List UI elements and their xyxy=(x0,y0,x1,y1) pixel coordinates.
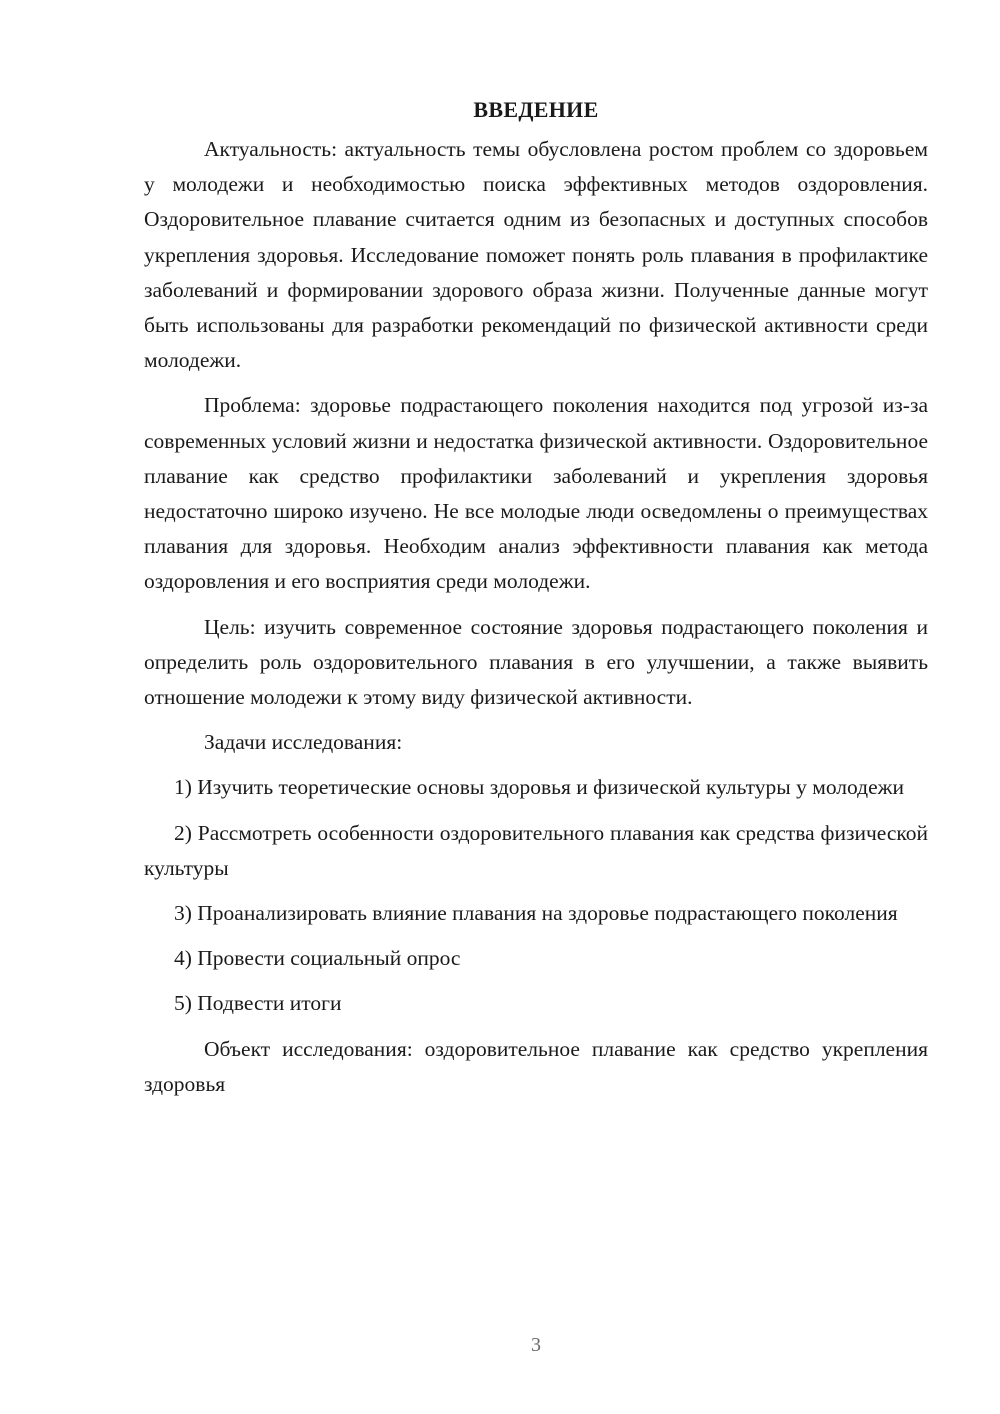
paragraph-goal: Цель: изучить современное состояние здоровья подрастающего поколения и определить роль оздоровительного плавания в его улучшении, а также выявить отношение молодежи к этому виду физической активности. xyxy=(144,614,928,710)
task-item-2: 2) Рассмотреть особенности оздоровительного плавания как средства физической культуры xyxy=(144,820,928,880)
section-title: ВВЕДЕНИЕ xyxy=(473,97,599,122)
document-page xyxy=(144,92,928,1112)
paragraph-object: Объект исследования: оздоровительное плавание как средство укрепления здоровья xyxy=(144,1036,928,1096)
task-item-4: 4) Провести социальный опрос xyxy=(174,946,461,971)
task-item-3: 3) Проанализировать влияние плавания на здоровье подрастающего поколения xyxy=(174,901,898,926)
page-number: 3 xyxy=(531,1334,541,1356)
task-item-5: 5) Подвести итоги xyxy=(174,991,342,1016)
paragraph-relevance: Актуальность: актуальность темы обусловлена ростом проблем со здоровьем у молодежи и необходимостью поиска эффективных методов оздоровления. Оздоровительное плавание считается одним из безопасных и доступных способов укрепления здоровья. Исследование поможет понять роль плавания в профилактике заболеваний и формировании здорового образа жизни. Полученные данные могут быть использованы для разработки рекомендаций по физической активности среди молодежи. xyxy=(144,137,928,373)
paragraph-problem: Проблема: здоровье подрастающего поколения находится под угрозой из-за современных условий жизни и недостатка физической активности. Оздоровительное плавание как средство профилактики заболеваний и укрепления здоровья недостаточно широко изучено. Не все молодые люди осведомлены о преимуществах плавания для здоровья. Необходим анализ эффективности плавания как метода оздоровления и его восприятия среди молодежи. xyxy=(144,393,928,594)
tasks-heading: Задачи исследования: xyxy=(204,730,403,755)
task-item-1: 1) Изучить теоретические основы здоровья и физической культуры у молодежи xyxy=(174,775,904,800)
